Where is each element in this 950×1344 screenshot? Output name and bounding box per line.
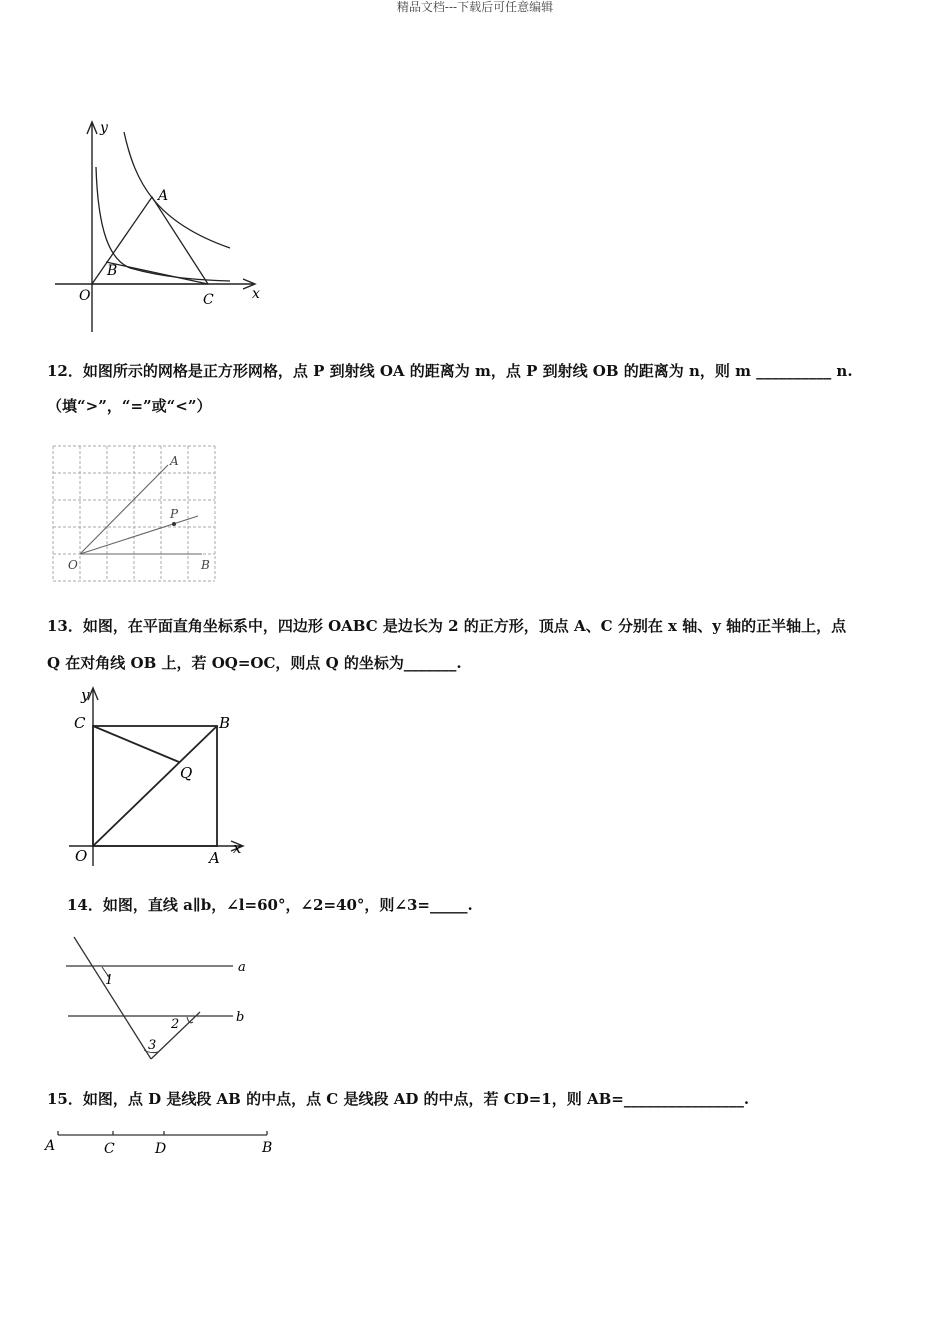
ray-OP (80, 516, 198, 554)
question-13-line2: Q 在对角线 OB 上，若 OQ=OC，则点 Q 的坐标为_______. (47, 654, 462, 672)
label-B: B (107, 263, 118, 279)
ray-OA (80, 465, 168, 554)
label-1: 1 (105, 973, 114, 988)
label-O: O (75, 847, 88, 865)
label-A: A (158, 188, 169, 204)
label-B: B (262, 1140, 273, 1156)
label-O: O (68, 558, 78, 572)
figure-q15-segment (40, 1122, 285, 1162)
question-13-line1: 13．如图，在平面直角坐标系中，四边形 OABC 是边长为 2 的正方形，顶点 A、C 分别在 x 轴、y 轴的正半轴上，点 (47, 617, 847, 635)
label-b: b (236, 1010, 245, 1025)
label-A: A (45, 1138, 56, 1154)
figure-q13-square (66, 684, 251, 869)
question-15: 15．如图，点 D 是线段 AB 的中点，点 C 是线段 AD 的中点，若 CD=1，则 AB=________________. (47, 1090, 750, 1108)
label-3: 3 (148, 1038, 157, 1053)
label-D: D (155, 1141, 167, 1157)
label-y: y (81, 686, 90, 704)
label-C: C (203, 292, 214, 308)
label-x: x (233, 839, 242, 857)
page-header: 精品文档---下载后可任意编辑 (396, 0, 554, 14)
label-Q: Q (180, 764, 193, 782)
figure-q11 (40, 112, 280, 337)
diagonal-OB (93, 726, 217, 846)
question-12-line2: （填“>”，“=”或“<”） (47, 397, 212, 415)
question-12-line1: 12．如图所示的网格是正方形网格，点 P 到射线 OA 的距离为 m，点 P 到射线 OB 的距离为 n，则 m __________ n. (47, 362, 853, 380)
label-a: a (238, 960, 246, 975)
label-B: B (201, 558, 210, 572)
question-14: 14．如图，直线 a∥b，∠l=60°，∠2=40°，则∠3=_____. (67, 896, 473, 914)
label-C: C (74, 714, 86, 732)
label-P: P (170, 507, 179, 521)
label-B: B (219, 714, 231, 732)
figure-q14-parallel-lines (58, 932, 258, 1066)
label-x: x (252, 286, 260, 302)
figure-q12-grid (50, 443, 225, 588)
label-O: O (79, 288, 91, 304)
label-A: A (170, 454, 179, 468)
label-y: y (100, 120, 108, 136)
transversal (74, 937, 151, 1059)
point-P (172, 522, 176, 526)
segment-BC (106, 262, 208, 284)
segment-CQ (93, 726, 179, 762)
label-C: C (104, 1141, 115, 1157)
label-A: A (209, 849, 220, 867)
outer-hyperbola (124, 132, 230, 248)
label-2: 2 (171, 1017, 180, 1032)
